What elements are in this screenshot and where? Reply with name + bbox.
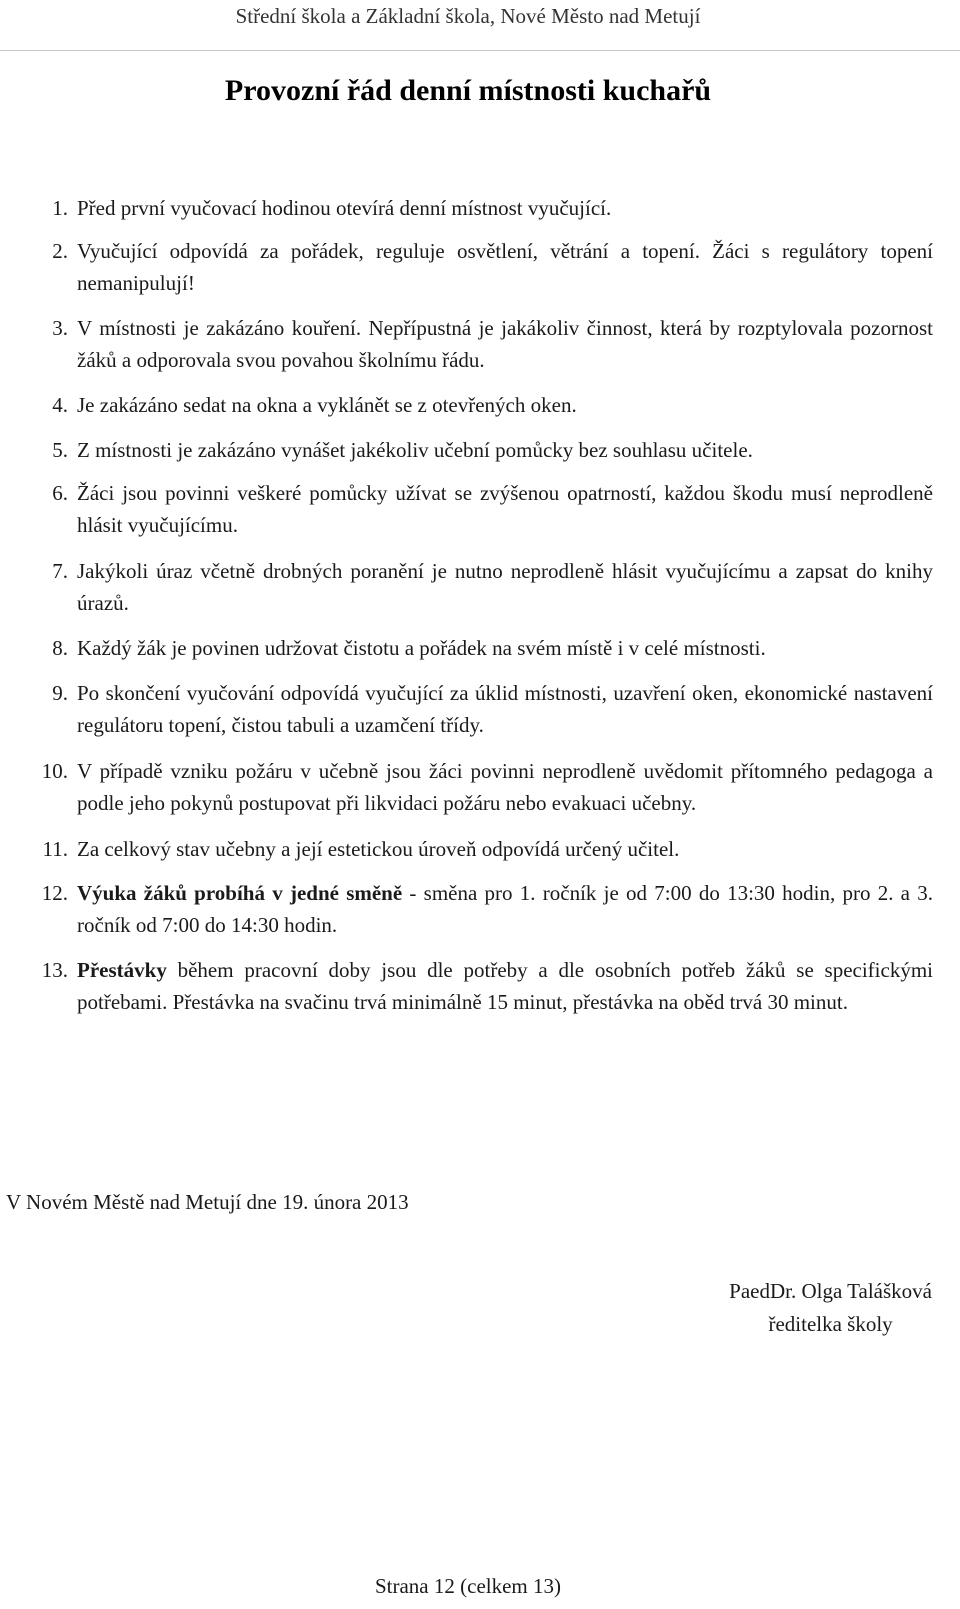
signature-block (729, 1275, 932, 1341)
rule-number: 10. (41, 759, 68, 783)
rule-number: 5. (52, 438, 68, 462)
rule-text (77, 877, 933, 941)
rule-text: Jakýkoli úraz včetně drobných poranění je nutno neprodleně hlásit vyučujícímu a zapsat do knihy úrazů. (77, 559, 933, 615)
rule-number: 9. (52, 681, 68, 705)
page-number: Strana 12 (celkem 13) (374, 1574, 562, 1598)
signatory-name: PaedDr. Olga Talášková (729, 1279, 932, 1303)
rule-number: 3. (52, 316, 68, 340)
signatory-role: ředitelka školy (768, 1312, 893, 1336)
rule-text: Je zakázáno sedat na okna a vyklánět se z otevřených oken. (77, 393, 577, 417)
rule-number: 4. (52, 393, 68, 417)
rule-number: 6. (52, 481, 68, 505)
rule-text (77, 954, 933, 1018)
page-header (0, 0, 960, 51)
school-name: Střední škola a Základní škola, Nové Město nad Metují (235, 4, 701, 28)
rule-number: 2. (52, 239, 68, 263)
rule-body: - směna pro 1. ročník je od 7:00 do 13:30 hodin, pro 2. a 3. ročník od 7:00 do 14:30 hodin. (77, 881, 933, 937)
document-title: Provozní řád denní místnosti kuchařů (224, 74, 712, 107)
rule-number: 13. (41, 958, 68, 982)
rule-number: 11. (42, 837, 68, 861)
place-date: V Novém Městě nad Metují dne 19. února 2013 (6, 1190, 409, 1214)
rule-body: během pracovní doby jsou dle potřeby a dle osobních potřeb žáků se specifickými potřebami. Přestávka na svačinu trvá minimálně 15 minut, přestávka na oběd trvá 30 minut. (77, 958, 933, 1014)
rule-text: Před první vyučovací hodinou otevírá denní místnost vyučující. (77, 196, 612, 220)
rule-number: 1. (52, 196, 68, 220)
rule-text: Z místnosti je zakázáno vynášet jakékoliv učební pomůcky bez souhlasu učitele. (77, 438, 753, 462)
rule-text: Každý žák je povinen udržovat čistotu a pořádek na svém místě i v celé místnosti. (77, 636, 766, 660)
rule-text: Žáci jsou povinni veškeré pomůcky užívat se zvýšenou opatrností, každou škodu musí neprodleně hlásit vyučujícímu. (77, 481, 933, 537)
rule-text: V místnosti je zakázáno kouření. Nepřípustná je jakákoliv činnost, která by rozptylovala pozornost žáků a odporovala svou povahou školnímu řádu. (77, 316, 933, 372)
rule-number: 7. (52, 559, 68, 583)
rule-emphasis: Přestávky (77, 958, 167, 982)
rule-text: Za celkový stav učebny a její estetickou úroveň odpovídá určený učitel. (77, 837, 680, 861)
rule-text: Po skončení vyučování odpovídá vyučující za úklid místnosti, uzavření oken, ekonomické nastavení regulátoru topení, čistou tabuli a uzamčení třídy. (77, 681, 933, 737)
rule-number: 12. (41, 881, 68, 905)
rule-emphasis: Výuka žáků probíhá v jedné směně (77, 881, 403, 905)
rule-number: 8. (52, 636, 68, 660)
rule-text: Vyučující odpovídá za pořádek, reguluje osvětlení, větrání a topení. Žáci s regulátory topení nemanipulují! (77, 239, 933, 295)
rule-text: V případě vzniku požáru v učebně jsou žáci povinni neprodleně uvědomit přítomného pedagoga a podle jeho pokynů postupovat při likvidaci požáru nebo evakuaci učebny. (77, 759, 933, 815)
